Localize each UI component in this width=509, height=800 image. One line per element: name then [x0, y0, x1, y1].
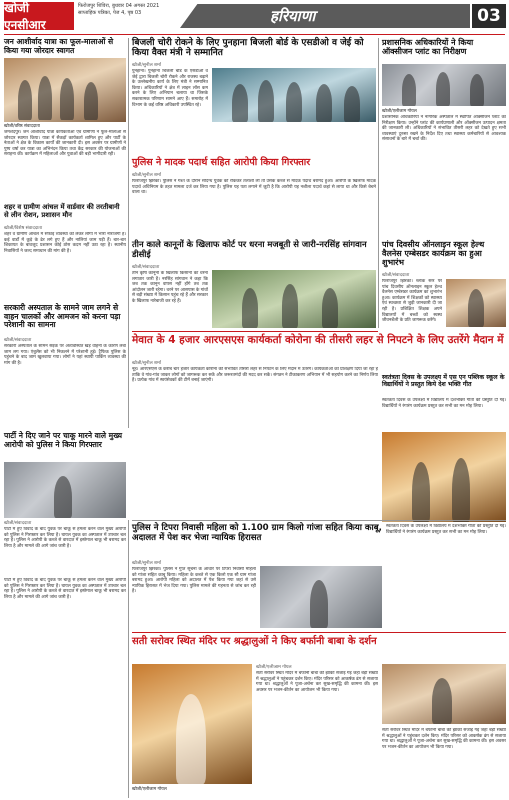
article-photo	[382, 64, 506, 106]
article-body: तीन कृषि कानूनों के खिलाफ किसानों का धरना लगातार जारी है। नरसिंह सांगवान ने कहा कि जब तक कानून वापस नहीं होंगे तब तक आंदोलन जारी रहेगा। धरने पर आसपास के गांवों से बड़ी संख्या में किसान पहुंच रहे हैं और सरकार के खिलाफ नारेबाजी कर रहे हैं।	[132, 271, 208, 304]
column-divider	[378, 38, 379, 328]
article-body: प्रशासनिक अधिकारियों ने नागरिक अस्पताल में स्थापित ऑक्सीजन प्लांट का निरीक्षण किया। उन्होंने प्लांट की कार्यप्रणाली और ऑक्सीजन उत्पादन क्षमता की जानकारी ली। अधिकारियों ने संभावित तीसरी लहर को देखते हुए सभी व्यवस्थाएं दुरुस्त रखने के निर्देश दिए तथा स्वास्थ्य कर्मचारियों से आवश्यक संसाधनों के बारे में चर्चा की।	[382, 115, 506, 143]
article-photo	[260, 566, 382, 628]
article-body: पुनहाना। पुनहाना बिजली बोर्ड के एसडीओ व जेई द्वारा बिजली चोरी रोकने और राजस्व बढ़ाने के उल्लेखनीय कार्य के लिए मंत्री ने सम्मानित किया। अधिकारियों ने क्षेत्र में लाइन लॉस कम करने के लिए अभियान चलाया था जिसके सकारात्मक परिणाम सामने आए हैं। समारोह में विभाग के कई वरिष्ठ अधिकारी उपस्थित रहे।	[132, 69, 208, 108]
article-headline: जन आशीर्वाद यात्रा का फूल-मालाओं से किया गया जोरदार स्वागत	[4, 37, 114, 55]
section-rule	[132, 632, 506, 633]
article-photo	[382, 432, 506, 522]
article-headline: सती सरोवर स्थित मंदिर पर श्रद्धालुओं ने किए बर्फानी बाबा के दर्शन	[132, 636, 377, 647]
edition-line: साप्ताहिक पत्रिका, पेज 4, पृष्ठ 03	[78, 10, 142, 16]
article-body: स्वतंत्रता दिवस के उपलक्ष्य में विद्यालय में देशभक्ति गीतों की प्रस्तुति दी गई। विद्यार्थियों ने रंगारंग कार्यक्रम प्रस्तुत कर सभी का मन मोह लिया।	[382, 398, 506, 409]
byline: खोजी/सुनील शर्मा	[132, 63, 161, 68]
masthead-divider	[4, 34, 505, 35]
newspaper-logo: खोजी एनसीआर	[4, 2, 74, 30]
article-headline: सरकारी अस्पताल के सामने जाम लगने से वाहन चालकों और आमजन को करना पड़ा परेशानी का सामना	[4, 303, 121, 330]
byline: खोजी/संवाददाता	[4, 338, 32, 343]
article-headline: पुलिस ने टिपरा निवासी महिला को 1.100 ग्राम किलो गांजा सहित किया काबू, अदालत में पेश कर भेजा न्यायिक हिरासत	[132, 523, 382, 543]
byline: खोजी/सुनील शर्मा	[132, 561, 161, 566]
article-body: सरकारी अस्पताल के सामने सड़क पर अव्यवस्थित खड़े वाहनों के कारण लंबा जाम लग गया। एंबुलेंस को भी निकलने में परेशानी हुई। ट्रैफिक पुलिस के पहुंचने के बाद जाम खुलवाया गया। लोगों ने यहां स्थायी पार्किंग व्यवस्था की मांग की है।	[4, 344, 126, 366]
section-rule	[132, 331, 378, 332]
article-body: फिरोजपुर झिरका। पुलिस ने गश्त के दौरान संदिग्ध युवक को रोककर तलाशी ली तो उसके कब्जे से मादक पदार्थ बरामद हुआ। आरोपी के खिलाफ मादक पदार्थ अधिनियम के तहत मामला दर्ज कर लिया गया है। पुलिस यह पता लगाने में जुटी है कि आरोपी यह नशीला पदार्थ कहां से लाया था और किसे बेचने वाला था।	[132, 179, 376, 196]
byline: खोजी/एलीजाम गोयल	[256, 665, 292, 670]
article-photo	[446, 279, 506, 327]
article-photo	[212, 270, 376, 328]
article-body: जमशेदपुर। जन आशीर्वाद यात्रा कार्यकर्ताओं एवं ग्रामीणों ने फूल-मालाओं से जोरदार स्वागत किया। यात्रा में सैकड़ों कार्यकर्ता शामिल हुए और पार्टी के नेताओं ने क्षेत्र के विकास कार्यों की जानकारी दी। इस अवसर पर ग्रामीणों ने पुष्प वर्षा कर यात्रा का अभिनंदन किया तथा केंद्र सरकार की योजनाओं की सराहना की। कार्यक्रम में महिलाओं और युवाओं की बड़ी भागीदारी रही।	[4, 130, 126, 158]
section-banner	[180, 4, 470, 28]
article-headline: प्रशासनिक अधिकारियों ने किया ऑक्सीजन प्लांट का निरीक्षण	[382, 38, 474, 57]
article-body: सती सरोवर स्थित मंदिर में बर्फानी बाबा की झांकी सजाई गई जहां बड़ी संख्या में श्रद्धालुओं ने पहुंचकर दर्शन किए। मंदिर परिसर को आकर्षक ढंग से सजाया गया था। श्रद्धालुओं ने पूजा-अर्चना कर सुख-समृद्धि की कामना की। इस अवसर पर भजन-कीर्तन का आयोजन भी किया गया।	[256, 671, 378, 693]
photo-caption: खोजी/वरिष्ठ संवाददाता	[4, 124, 40, 129]
photo-caption: खोजी/एलीजाम गोयल	[132, 787, 167, 792]
byline: खोजी/सुनील शर्मा	[132, 361, 161, 366]
article-headline: पुलिस ने मादक पदार्थ सहित आरोपी किया गिरफ्तार	[132, 157, 311, 168]
dateline: फिरोजपुर शिविरा, बुधवार 04 अगस्त 2021	[78, 3, 160, 9]
byline: खोजी/संवाददाता	[132, 265, 160, 270]
article-headline: बिजली चोरी रोकने के लिए पुनहाना बिजली बोर्ड के एसडीओ व जेई को किया वैक्त मंत्री ने सम्मानित	[132, 38, 364, 59]
article-body: नूंह। आरएसएस के करीब चार हजार कार्यकर्ता कोरोना की संभावित तीसरी लहर से निपटने के लिए मैदान में उतरेंगे। कार्यकर्ताओं को प्रशिक्षण दिया जा रहा है ताकि वे गांव-गांव जाकर लोगों को जागरूक कर सकें और जरूरतमंदों की मदद कर सकें। संगठन ने टीकाकरण अभियान में भी सहयोग करने का निर्णय लिया है। प्रत्येक गांव में स्वयंसेवकों की टीमें बनाई जाएंगी।	[132, 367, 378, 384]
photo-caption: खोजी/एलीजाम गोयल	[382, 109, 417, 114]
article-body: पार्टी में हुए विवाद के बाद युवक पर चाकू से हमला करने वाले मुख्य आरोपी को पुलिस ने गिरफ्तार कर लिया है। घायल युवक का अस्पताल में उपचार चल रहा है। पुलिस ने आरोपी के कब्जे से वारदात में इस्तेमाल चाकू भी बरामद कर लिया है और मामले की आगे जांच जारी है।	[4, 578, 126, 600]
article-body: पार्टी में हुए विवाद के बाद युवक पर चाकू से हमला करने वाले मुख्य आरोपी को पुलिस ने गिरफ्तार कर लिया है। घायल युवक का अस्पताल में उपचार चल रहा है। पुलिस ने आरोपी के कब्जे से वारदात में इस्तेमाल चाकू भी बरामद कर लिया है और मामले की आगे जांच जारी है।	[4, 527, 126, 549]
page-number: 03	[472, 4, 506, 28]
article-photo	[4, 462, 126, 518]
article-headline: पार्टी ने दिए जाने पर चाकू मारने वाले मुख्य आरोपी को पुलिस ने किया गिरफ्तार	[4, 431, 123, 449]
article-photo	[4, 58, 126, 122]
section-rule	[132, 520, 506, 521]
article-photo	[132, 664, 252, 784]
article-body: फिरोजपुर झिरका। ब्लॉक स्तर पर पांच दिवसीय ऑनलाइन स्कूल हेल्थ वैलनेस एम्बेसडर कार्यक्रम का शुभारंभ हुआ। कार्यक्रम में शिक्षकों को स्वास्थ्य एवं स्वच्छता से जुड़ी जानकारी दी जा रही है। प्रशिक्षित शिक्षक अपने विद्यालयों में बच्चों को स्वस्थ जीवनशैली के प्रति जागरूक करेंगे।	[382, 279, 442, 324]
byline: खोजी/सुनील शर्मा	[132, 173, 161, 178]
article-body: सती सरोवर स्थित मंदिर में बर्फानी बाबा की झांकी सजाई गई जहां बड़ी संख्या में श्रद्धालुओं ने पहुंचकर दर्शन किए। मंदिर परिसर को आकर्षक ढंग से सजाया गया था। श्रद्धालुओं ने पूजा-अर्चना कर सुख-समृद्धि की कामना की। इस अवसर पर भजन-कीर्तन का आयोजन भी किया गया।	[382, 728, 506, 750]
byline: खोजी/संवाददाता	[382, 273, 410, 278]
masthead	[0, 0, 509, 34]
article-photo	[212, 68, 376, 122]
article-headline: शहर व ग्रामीण आंचल में वार्डवार की तरतीबानी से लीन रोशन, प्रशासन मौन	[4, 203, 120, 219]
article-headline: मेवात के 4 हजार आरएसएस कार्यकर्ता कोरोना की तीसरी लहर से निपटने के लिए उतरेंगे मैदान में	[132, 334, 504, 346]
article-body: फिरोजपुर झिरका। पुलिस ने गुप्त सूचना के आधार पर टिपरा निवासी महिला को गांजा सहित काबू किया। महिला के कब्जे से एक किलो एक सौ ग्राम गांजा बरामद हुआ। आरोपी महिला को अदालत में पेश किया गया जहां से उसे न्यायिक हिरासत में भेज दिया गया। पुलिस मामले की गहनता से जांच कर रही है।	[132, 567, 256, 595]
article-photo	[382, 664, 506, 724]
column-divider	[128, 38, 129, 428]
article-headline: तीन काले कानूनों के खिलाफ कोर्ट पर धरना मजबूती से जारी-नरसिंह सांगवान डीसीई	[132, 239, 367, 259]
column-divider	[128, 520, 129, 798]
article-body: स्वतंत्रता दिवस के उपलक्ष्य में विद्यालय में देशभक्ति गीतों की प्रस्तुति दी गई। विद्यार्थियों ने रंगारंग कार्यक्रम प्रस्तुत कर सभी का मन मोह लिया।	[386, 524, 506, 535]
byline: खोजी/विशेष संवाददाता	[4, 226, 43, 231]
article-headline: स्वतंत्रता दिवस के उपलक्ष्य में एस एन पब्लिक स्कूल के विद्यार्थियों ने प्रस्तुत किये देश भक्ति गीत	[382, 374, 505, 389]
article-body: शहर व ग्रामीण आंचल में सफाई व्यवस्था को लेकर लोगों में भारी नाराजगी है। कई वार्डों में कूड़े के ढेर लगे हुए हैं और नालियां जाम पड़ी हैं। बार-बार शिकायत के बावजूद प्रशासन कोई ठोस कदम नहीं उठा रहा है। स्थानीय निवासियों ने जल्द समाधान की मांग की है।	[4, 232, 126, 254]
article-headline: पांच दिवसीय ऑनलाइन स्कूल हेल्थ वैलनेस एम्बेसडर कार्यक्रम का हुआ शुभारंभ	[382, 240, 485, 268]
byline: खोजी/संवाददाता	[4, 521, 32, 526]
section-title: हरियाणा	[270, 7, 316, 25]
